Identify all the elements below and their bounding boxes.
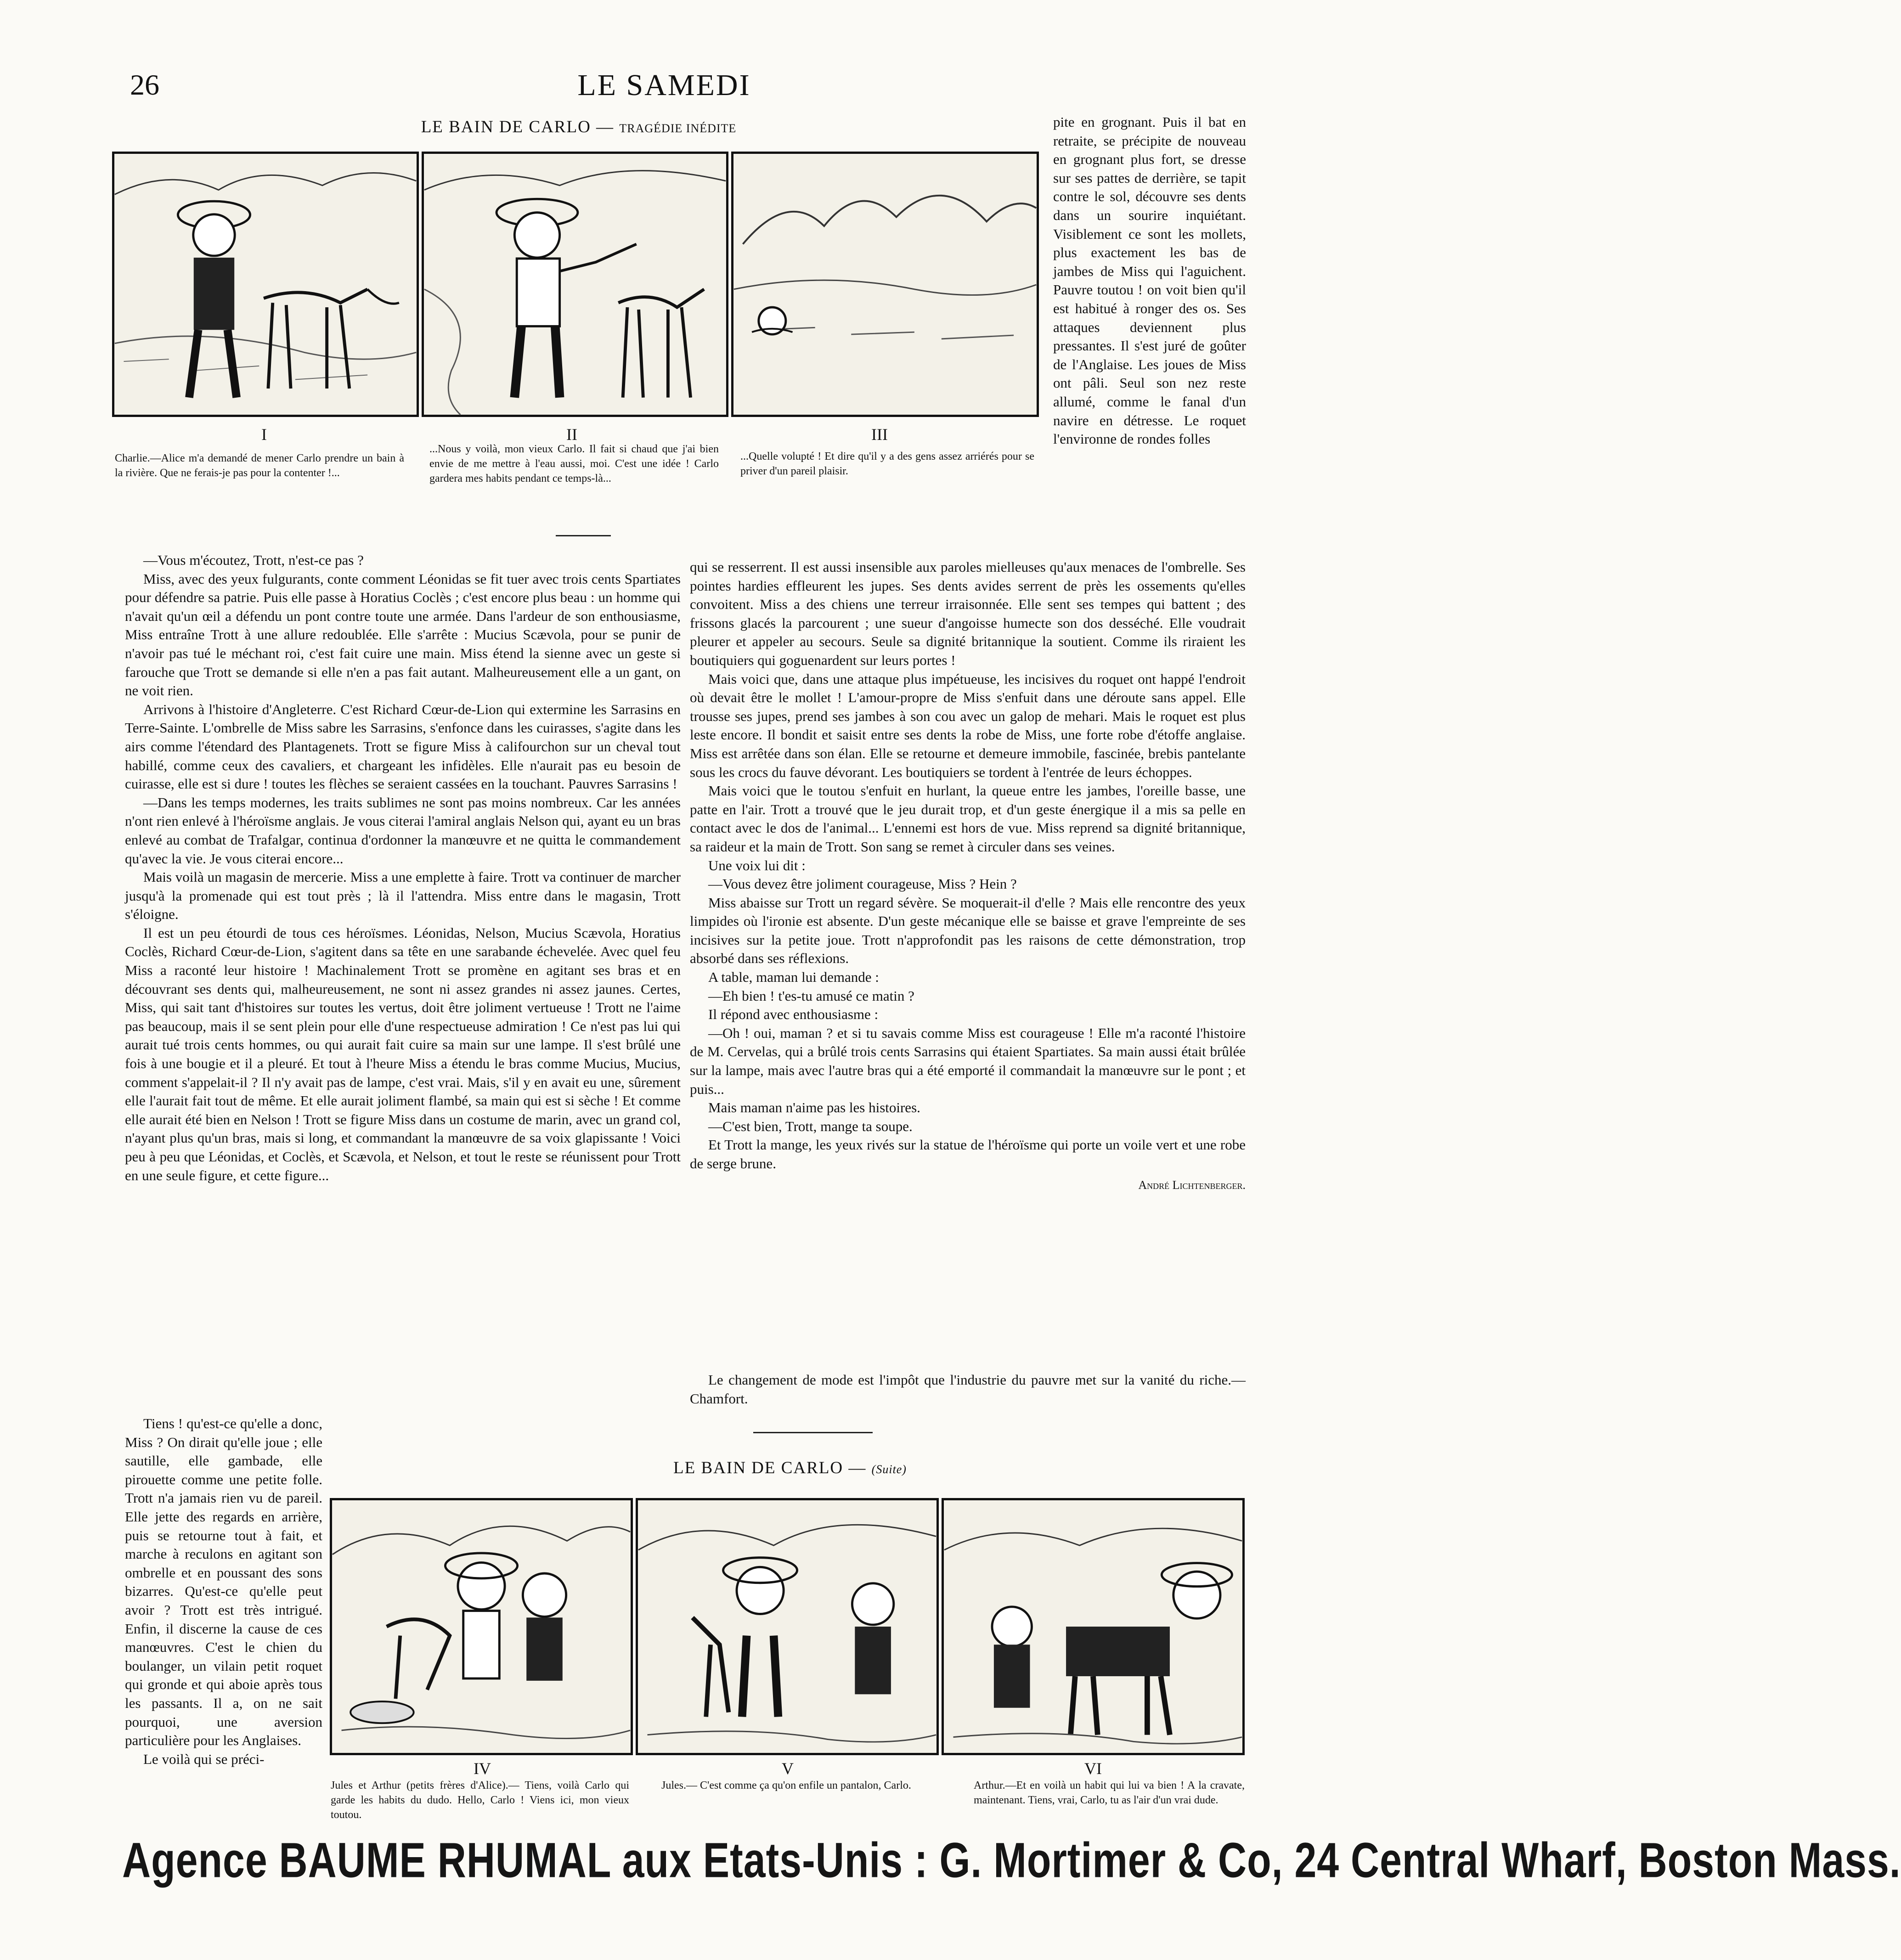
paragraph: —Vous devez être joliment courageuse, Miss ? Hein ? [708, 876, 1017, 892]
separator-rule [753, 1432, 873, 1433]
comic-panel-2 [422, 152, 728, 417]
article-text-right-top [1053, 113, 1246, 449]
paragraph: Arrivons à l'histoire d'Angleterre. C'est Richard Cœur-de-Lion qui extermine les Sarrasins en Terre-Sainte. L'ombrelle de Miss sabre les Sarrasins, s'enfonce dans les cuirasses, s'agite dans les airs comme l'étendard des Plantagenets. Trott se figure Miss à califourchon sur un cheval tout habillé, comme ceux des cavaliers, et chargeant les infidèles. Elle n'aurait pas eu besoin de cuirasse, elle est si dure ! toutes les flèches se seraient cassées en la touchant. Pauvres Sarrasins ! [125, 701, 681, 792]
page-number: 26 [130, 68, 159, 101]
strip-top-title-main: LE BAIN DE CARLO — [421, 118, 615, 136]
illustration-dressing-dog [638, 1500, 936, 1753]
panel-1-caption: Charlie.—Alice m'a demandé de mener Carlo prendre un bain à la rivière. Que ne ferais-je pas pour la contenter !... [115, 452, 404, 479]
paragraph: —Dans les temps modernes, les traits sublimes ne sont pas moins nombreux. Car les années n'ont rien enlevé à l'héroïsme anglais. Je vous citerai l'amiral anglais Nelson qui, ayant eu un bras enlevé au combat de Trafalgar, continua d'ordonner la manœuvre et ne quitta le commandement qu'avec la vie. Je vous citerai encore... [125, 794, 681, 867]
paragraph: —C'est bien, Trott, mange ta soupe. [708, 1118, 913, 1134]
panel-4-numeral: IV [474, 1759, 491, 1778]
running-title: LE SAMEDI [577, 68, 751, 102]
illustration-dog-in-suit [944, 1500, 1242, 1753]
panel-1-numeral: I [261, 425, 267, 444]
strip-bottom-title [652, 1458, 928, 1478]
comic-panel-5 [636, 1498, 939, 1755]
paragraph: Il est un peu étourdi de tous ces héroïsmes. Léonidas, Nelson, Mucius Scævola, Horatius Coclès, Richard Cœur-de-Lion, s'agitent dans sa tête en une sarabande échevelée. Avec quel feu Miss a raconté leur histoire ! Machinalement Trott se promène en agitant ses bras et en découvrant ses dents qui, malheureusement, ne sont ni assez grandes ni assez jaunes. Certes, Miss, qui sait tant d'histoires sur toutes les vertus, doit être joliment vertueuse ! Trott ne l'aime pas beaucoup, mais il se sent plein pour elle d'une respectueuse admiration ! Ce n'est pas lui qui aurait tué trois cents hommes, ou qui aurait fait cuire sa main sur une lampe. Il s'est brûlé une fois à une bougie et il a pleuré. Et tout à l'heure Miss a étendu le bras comme Mucius, Mucius, comment s'appelait-il ? Il n'y avait pas de lampe, c'est vrai. Mais, s'il y en avait eu une, sûrement elle l'aurait fait tout de même. Et elle aurait joliment flambé, sa main qui est si sèche ! Et comme elle aurait été bien en Nelson ! Trott se figure Miss dans un costume de marin, avec un grand col, n'ayant plus qu'un bras, mais si long, et commandant la manœuvre de sa voix glapissante ! Voici peu à peu que Léonidas, et Coclès, et Scævola, et Nelson, et tout le reste se réunissent pour Trott en une seule figure, et cette figure... [125, 924, 681, 1183]
illustration-boy-bathing [733, 154, 1037, 415]
paragraph: Mais voici que, dans une attaque plus impétueuse, les incisives du roquet ont happé l'endroit où devait être le mollet ! L'amour-propre de Miss s'enfuit dans une déroute sans appel. Elle trousse ses jupes, prend ses jambes à son cou avec un galop de mehari. Mais le roquet est plus leste encore. Il bondit et saisit entre ses dents la robe de Miss, une forte robe d'étoffe anglaise. Miss est arrêtée dans son élan. Elle se retourne et demeure immobile, fascinée, brebis pantelante sous les crocs du fauve dévorant. Les boutiquiers se tordent à l'entrée de leurs échoppes. [690, 670, 1246, 780]
strip-top-subtitle: TRAGÉDIE INÉDITE [619, 122, 737, 135]
paragraph: —Eh bien ! t'es-tu amusé ce matin ? [708, 987, 914, 1004]
separator-rule [556, 535, 611, 536]
paragraph: A table, maman lui demande : [708, 969, 879, 986]
paragraph: pite en grognant. Puis il bat en retraite, se précipite de nouveau en grognant plus fort, se dresse sur ses pattes de derrière, se tapit contre le sol, découvre ses dents dans un sourire inquiétant. Visiblement ce sont les mollets, plus exactement les bas de jambes de Miss qui l'aguichent. Pauvre toutou ! on voit bien qu'il est habitué à ronger des os. Ses attaques deviennent plus pressantes. Il s'est juré de goûter de l'Anglaise. Les joues de Miss ont pâli. Seul son nez reste allumé, comme le fanal d'un navire en détresse. Le roquet l'environne de rondes folles [1053, 114, 1246, 447]
author-signature: André Lichtenberger. [1138, 1178, 1246, 1192]
illustration-boy-and-dog [114, 154, 417, 415]
paragraph: Le voilà qui se préci- [143, 1751, 265, 1767]
panel-2-caption: ...Nous y voilà, mon vieux Carlo. Il fait si chaud que j'ai bien envie de me mettre à l'eau aussi, moi. C'est une idée ! Carlo gardera mes habits pendant ce temps-là... [429, 443, 719, 484]
comic-panel-3 [731, 152, 1039, 417]
panel-3-numeral: III [871, 425, 888, 444]
paragraph: Mais voilà un magasin de mercerie. Miss a une emplette à faire. Trott va continuer de marcher jusqu'à la promenade qui est tout près ; là il l'attendra. Miss entre dans le magasin, Trott s'éloigne. [125, 869, 681, 923]
paragraph: Une voix lui dit : [708, 857, 806, 873]
panel-4-caption: Jules et Arthur (petits frères d'Alice).— Tiens, voilà Carlo qui garde les habits du dudo. Hello, Carlo ! Viens ici, mon vieux toutou. [331, 1780, 629, 1821]
article-text-left-narrow [125, 1414, 322, 1814]
paragraph: Il répond avec enthousiasme : [708, 1006, 879, 1023]
panel-5-caption: Jules.— C'est comme ça qu'on enfile un pantalon, Carlo. [661, 1780, 911, 1791]
strip-bottom-title-main: LE BAIN DE CARLO — [673, 1459, 867, 1477]
comic-panel-1 [112, 152, 419, 417]
paragraph: Tiens ! qu'est-ce qu'elle a donc, Miss ? On dirait qu'elle joue ; elle sautille, elle gambade, elle pirouette comme une petite folle. Trott n'a jamais rien vu de pareil. Elle jette des regards en arrière, puis se retourne tout à fait, et marche à reculons en agitant son ombrelle et en poussant des sons bizarres. Qu'est-ce qu'elle peut avoir ? Trott est très intrigué. Enfin, il discerne la cause de ces manœuvres. C'est le chien du boulanger, un vilain petit roquet qui gronde et qui aboie après tous les passants. Il a, on ne sait pourquoi, une aversion particulière pour les Anglaises. [125, 1415, 322, 1749]
paragraph: Mais maman n'aime pas les histoires. [708, 1099, 920, 1116]
quote-text: Le changement de mode est l'impôt que l'industrie du pauvre met sur la vanité du riche.—Chamfort. [690, 1372, 1246, 1407]
paragraph: Et Trott la mange, les yeux rivés sur la statue de l'héroïsme qui porte un voile vert et une robe de serge brune. [690, 1137, 1246, 1171]
article-text-right [690, 558, 1246, 1350]
paragraph: Miss abaisse sur Trott un regard sévère. Se moquerait-il d'elle ? Mais elle rencontre des yeux limpides où l'ironie est absente. D'un geste mécanique elle se baisse et grave l'empreinte de ses incisives sur la petite joue. Trott n'approfondit pas les raisons de cette démonstration, trop absorbé dans ses réflexions. [690, 894, 1246, 967]
panel-6-caption: Arthur.—Et en voilà un habit qui lui va bien ! A la cravate, maintenant. Tiens, vrai, Carlo, tu as l'air d'un vrai dude. [974, 1780, 1245, 1806]
illustration-two-boys-and-dog [332, 1500, 631, 1753]
illustration-boy-pointing [424, 154, 726, 415]
strip-bottom-subtitle: (Suite) [871, 1463, 907, 1476]
agency-footer: Agence BAUME RHUMAL aux Etats-Unis : G. Mortimer & Co, 24 Central Wharf, Boston Mass. [122, 1833, 1901, 1888]
strip-top-title [377, 117, 781, 137]
paragraph: —Oh ! oui, maman ? et si tu savais comme Miss est courageuse ! Elle m'a raconté l'histoire de M. Cervelas, qui a brûlé trois cents Sarrasins qui étaient Spartiates. Sa main aussi était brûlée sur la lampe, mais avec l'autre bras qui a été emporté il commandait la manœuvre sur le pont ; et puis... [690, 1025, 1246, 1097]
paragraph: Mais voici que le toutou s'enfuit en hurlant, la queue entre les jambes, l'oreille basse, une patte en l'air. Trott a trouvé que le jeu durait trop, et d'un geste énergique il a mis sa pelle en contact avec le dos de l'animal... L'ennemi est hors de vue. Miss reprend sa dignité britannique, sa raideur et la main de Trott. Son sang se remet à circuler dans ses veines. [690, 783, 1246, 855]
comic-panel-4 [330, 1498, 633, 1755]
panel-3-caption: ...Quelle volupté ! Et dire qu'il y a des gens assez arriérés pour se priver d'un pareil plaisir. [740, 451, 1034, 477]
paragraph: qui se resserrent. Il est aussi insensible aux paroles mielleuses qu'aux menaces de l'ombrelle. Ses pointes hardies effleurent les jupes. Ses dents avides serrent de près les ossements qu'elles convoitent. Miss a des chiens une terreur irraisonnée. Elle sent ses tempes qui battent ; des frissons glacés la parcourent ; une sueur d'angoisse humecte son dos desséché. Elle voudrait pleurer et appeler au secours. Seule sa dignité britannique la soutient. Comme ils riraient les boutiquiers qui goguenardent sur leurs portes ! [690, 559, 1246, 668]
panel-2-numeral: II [566, 425, 577, 444]
paragraph: —Vous m'écoutez, Trott, n'est-ce pas ? [143, 552, 364, 568]
panel-5-numeral: V [782, 1759, 794, 1778]
article-text-left [125, 551, 681, 1414]
panel-6-numeral: VI [1084, 1759, 1102, 1778]
quote-chamfort [690, 1371, 1246, 1408]
paragraph: Miss, avec des yeux fulgurants, conte comment Léonidas se fit tuer avec trois cents Spartiates pour défendre sa patrie. Puis elle passe à Horatius Coclès ; c'est encore plus beau : un homme qui n'avait qu'un œil a défendu un pont contre toute une armée. Dans l'ardeur de son enthousiasme, Miss entraîne Trott à une allure redoublée. Elle s'arrête : Mucius Scævola, pour se punir de n'avoir pas tué le méchant roi, c'est fait cuire une main. Miss étend la sienne avec un geste si farouche que Trott se demande si elle n'en a pas fait autant. Malheureusement elle a un gant, on ne voit rien. [125, 570, 681, 699]
comic-panel-6 [942, 1498, 1245, 1755]
